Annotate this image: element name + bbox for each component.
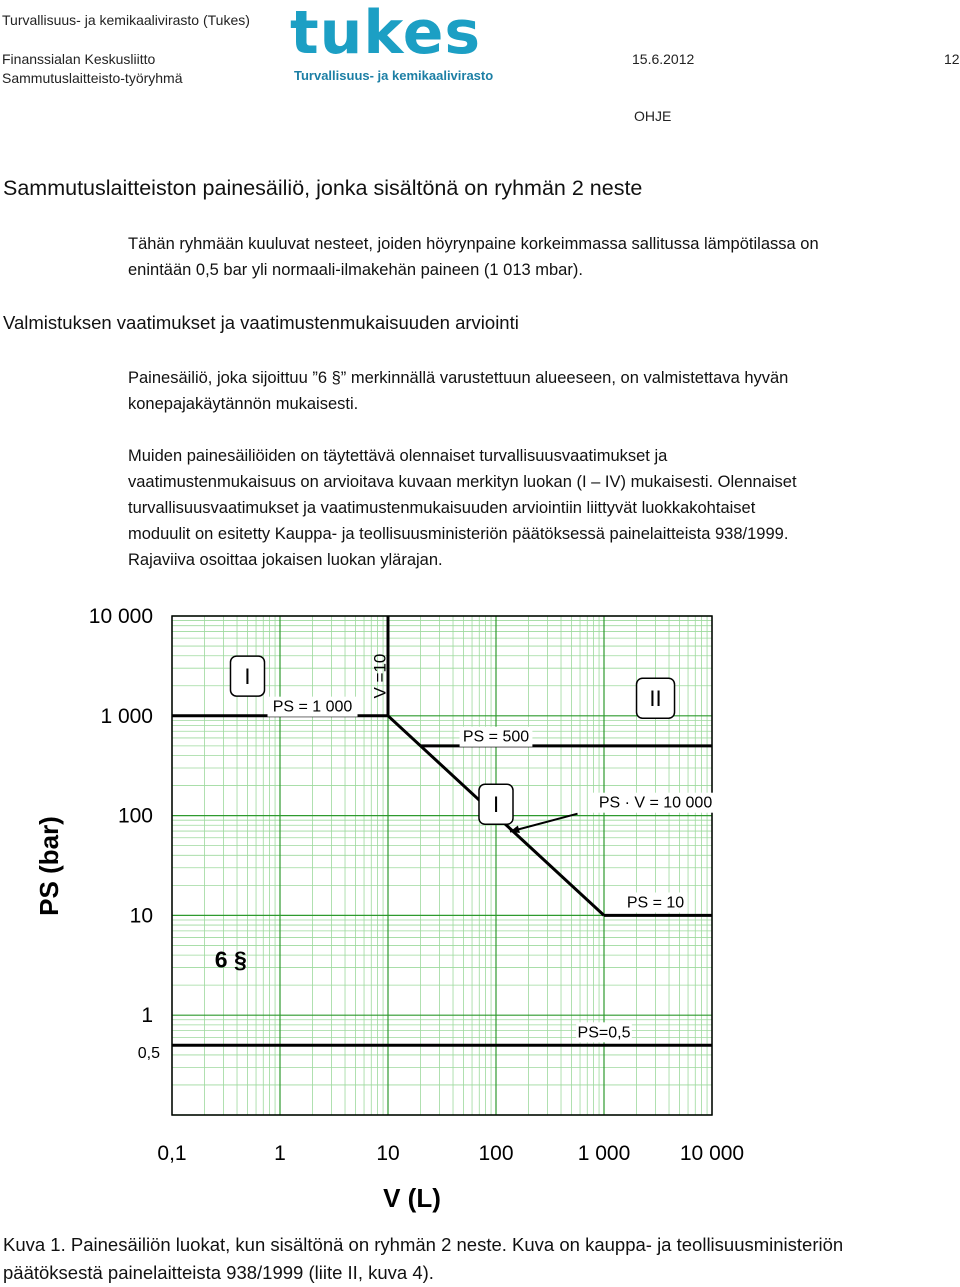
caption-line: Kuva 1. Painesäiliön luokat, kun sisältönä on ryhmän 2 neste. Kuva on kauppa- ja teollisuusministeriön bbox=[3, 1234, 844, 1255]
caption-line: päätöksestä painelaitteista 938/1999 (liite II, kuva 4). bbox=[3, 1262, 434, 1283]
paragraph-line: turvallisuusvaatimukset ja vaatimustenmukaisuuden arviointiin liittyvät luokkakohtaiset bbox=[128, 499, 756, 517]
paragraph-line: Muiden painesäiliöiden on täytettävä olennaiset turvallisuusvaatimukset ja bbox=[128, 447, 668, 465]
boundary-label: PS · V = 10 000 bbox=[598, 794, 713, 812]
boundary-label: V =10 bbox=[370, 653, 390, 699]
header-date: 15.6.2012 bbox=[632, 51, 695, 67]
x-tick-label: 10 bbox=[376, 1142, 400, 1165]
boundary-label: PS = 1 000 bbox=[272, 698, 353, 716]
header-page-number: 12 bbox=[944, 51, 960, 67]
x-tick-label: 1 bbox=[274, 1142, 286, 1165]
y-tick-label: 0,5 bbox=[137, 1045, 160, 1063]
y-tick-label: 1 bbox=[141, 1004, 153, 1028]
x-tick-label: 10 000 bbox=[679, 1142, 745, 1165]
zone-label: 6 § bbox=[214, 946, 247, 973]
category-label: I bbox=[244, 664, 251, 690]
x-axis-label: V (L) bbox=[383, 1183, 441, 1213]
section-heading: Valmistuksen vaatimukset ja vaatimustenmukaisuuden arviointi bbox=[3, 312, 519, 333]
paragraph-line: Painesäiliö, joka sijoittuu ”6 §” merkinnällä varustettuun alueeseen, on valmistettava hyvän bbox=[128, 369, 789, 387]
boundary-label: PS = 10 bbox=[626, 894, 685, 912]
tukes-logo-subtitle: Turvallisuus- ja kemikaalivirasto bbox=[294, 68, 494, 83]
header-workgroup: Sammutuslaitteisto-työryhmä bbox=[2, 70, 183, 86]
paragraph-manufacturing bbox=[128, 365, 928, 417]
header-doc-type: OHJE bbox=[634, 108, 672, 124]
header-org-fk: Finanssialan Keskusliitto bbox=[2, 51, 156, 67]
y-axis-label: PS (bar) bbox=[34, 816, 64, 916]
y-tick-label: 10 000 bbox=[88, 605, 153, 628]
x-tick-label: 0,1 bbox=[157, 1142, 187, 1165]
paragraph-line: Rajaviiva osoittaa jokaisen luokan ylärajan. bbox=[128, 551, 443, 569]
x-tick-label: 100 bbox=[478, 1142, 514, 1165]
tukes-logo bbox=[290, 0, 493, 83]
intro-line: enintään 0,5 bar yli normaali-ilmakehän paineen (1 013 mbar). bbox=[128, 261, 583, 279]
paragraph-line: vaatimustenmukaisuus on arvioitava kuvaan merkityn luokan (I – IV) mukaisesti. Olennaiset bbox=[128, 473, 797, 491]
pressure-vessel-category-chart bbox=[0, 595, 960, 1225]
page-title: Sammutuslaitteiston painesäiliö, jonka sisältönä on ryhmän 2 neste bbox=[3, 176, 643, 200]
paragraph-requirements bbox=[128, 443, 928, 573]
header-org-tukes: Turvallisuus- ja kemikaalivirasto (Tukes) bbox=[2, 12, 250, 28]
intro-line: Tähän ryhmään kuuluvat nesteet, joiden höyrynpaine korkeimmassa sallitussa lämpötilassa on bbox=[128, 235, 819, 253]
boundary-label: PS=0,5 bbox=[577, 1024, 631, 1042]
paragraph-line: moduulit on esitetty Kauppa- ja teollisuusministeriön päätöksessä painelaitteista 938/1999. bbox=[128, 525, 789, 543]
arrow-line bbox=[510, 814, 578, 832]
category-label: I bbox=[492, 792, 500, 818]
category-label: II bbox=[649, 686, 662, 712]
boundary-label: PS = 500 bbox=[462, 728, 530, 746]
intro-paragraph bbox=[128, 231, 928, 283]
paragraph-line: konepajakäytännön mukaisesti. bbox=[128, 395, 359, 413]
y-tick-label: 10 bbox=[129, 904, 153, 928]
tukes-logo-word: tukes bbox=[290, 0, 482, 68]
figure-caption bbox=[3, 1231, 958, 1287]
y-tick-label: 100 bbox=[117, 804, 153, 828]
y-tick-label: 1 000 bbox=[100, 704, 153, 728]
x-tick-label: 1 000 bbox=[577, 1142, 631, 1165]
